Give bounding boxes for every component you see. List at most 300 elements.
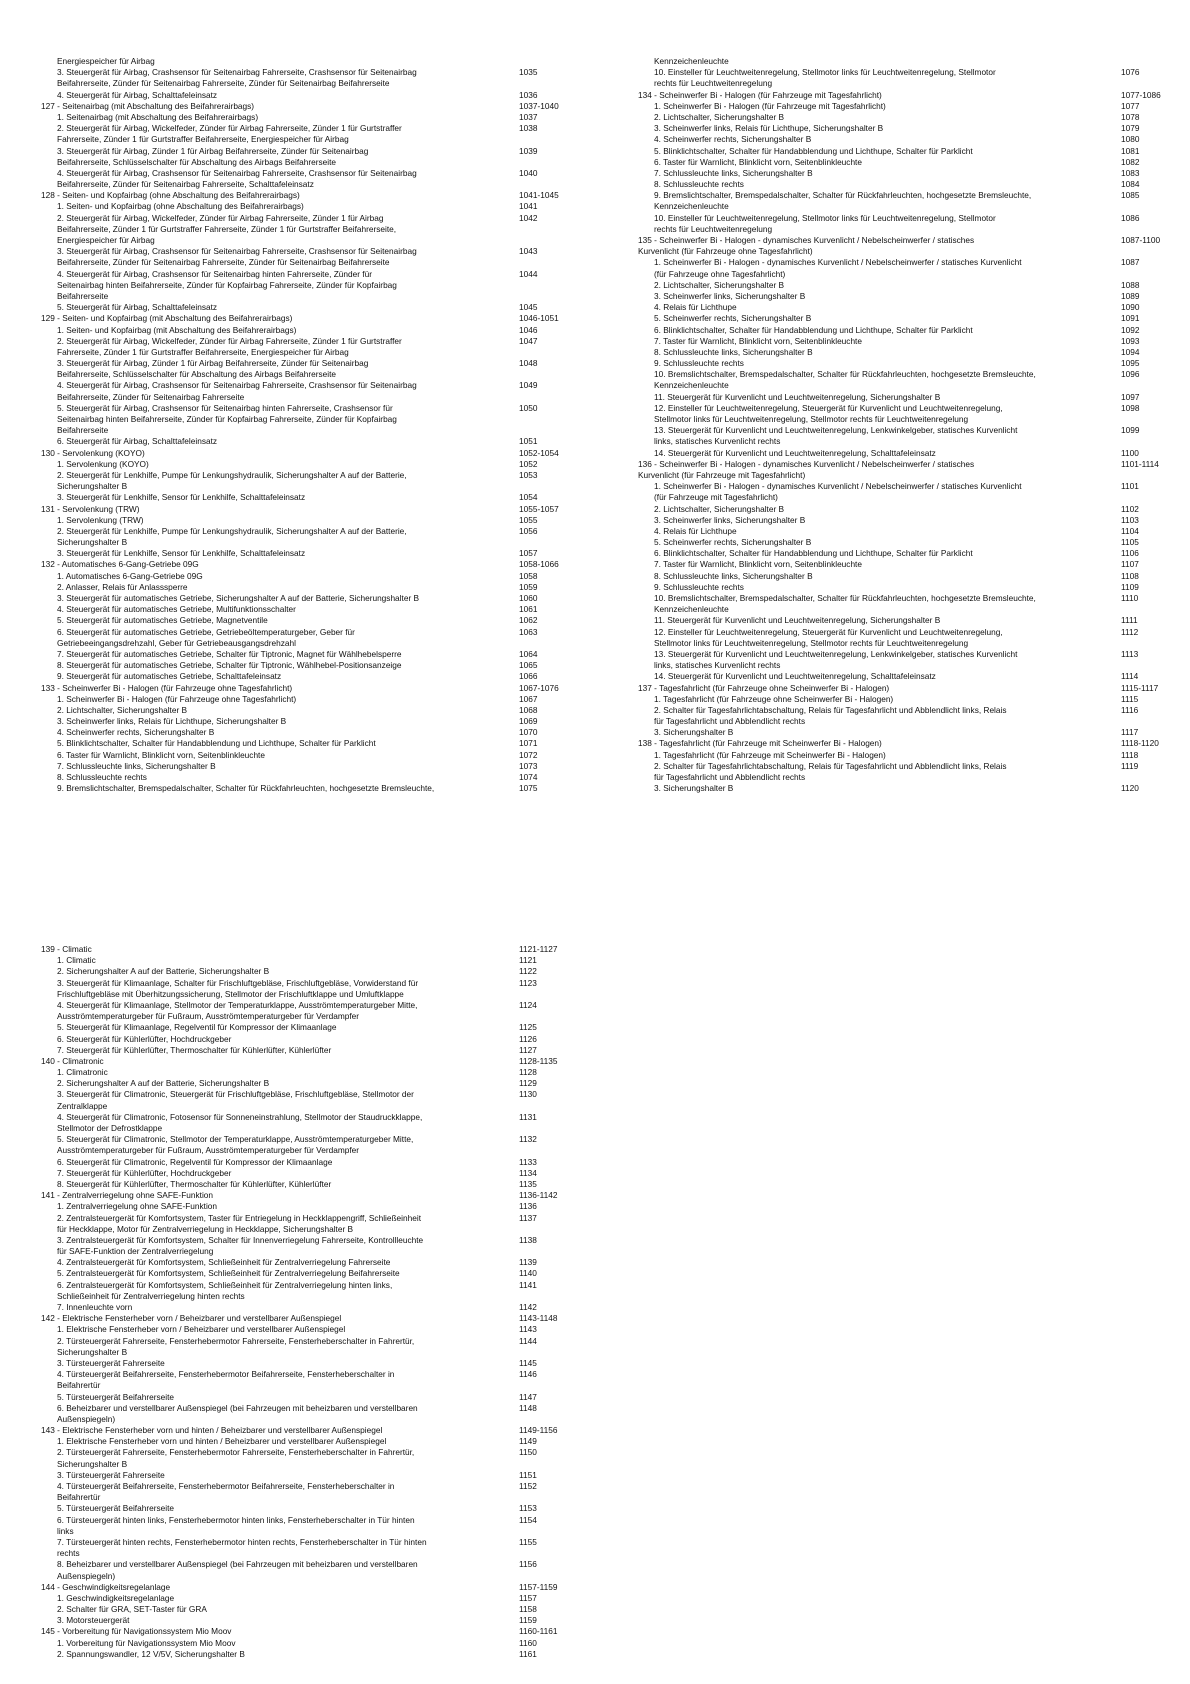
toc-page-number: 1091 bbox=[1121, 313, 1140, 324]
toc-entry-row bbox=[638, 694, 1178, 705]
toc-entry-text: Energiespeicher für Airbag bbox=[57, 56, 155, 66]
toc-entry-row bbox=[41, 1045, 581, 1056]
toc-page-number: 1117 bbox=[1121, 727, 1139, 738]
toc-page-number: 1110 bbox=[1121, 593, 1139, 603]
toc-entry-text: 6. Beheizbarer und verstellbarer Außenspiegel (bei Fahrzeugen mit beheizbaren und verstellbaren bbox=[57, 1402, 418, 1413]
toc-page-number: 1142 bbox=[519, 1302, 537, 1312]
toc-entry-text: Energiespeicher für Airbag bbox=[57, 235, 155, 245]
toc-entry-row bbox=[41, 761, 581, 772]
toc-entry-text: 5. Blinklichtschalter, Schalter für Handabblendung und Lichthupe, Schalter für Parklicht bbox=[57, 738, 376, 749]
toc-entry-text: 2. Lichtschalter, Sicherungshalter B bbox=[654, 111, 785, 122]
toc-chapter-row bbox=[638, 90, 1178, 101]
toc-chapter-row bbox=[41, 944, 581, 955]
toc-entry-row bbox=[41, 336, 581, 347]
toc-page-number: 1106 bbox=[1121, 548, 1139, 559]
toc-entry-text: 4. Steuergerät für Airbag, Crashsensor für Seitenairbag hinten Fahrerseite, Zünder für bbox=[57, 268, 372, 279]
toc-entry-row bbox=[638, 526, 1178, 537]
toc-entry-row bbox=[41, 1224, 581, 1235]
toc-page-number: 1059 bbox=[519, 581, 538, 592]
toc-entry-row bbox=[41, 347, 581, 358]
toc-page-number: 1093 bbox=[1121, 335, 1140, 346]
toc-entry-text: 138 - Tagesfahrlicht (für Fahrzeuge mit Scheinwerfer Bi - Halogen) bbox=[638, 738, 882, 749]
toc-entry-row bbox=[41, 1459, 581, 1470]
toc-page-number: 1125 bbox=[519, 1022, 537, 1033]
toc-page-number: 1060 bbox=[519, 593, 538, 603]
toc-entry-text: 7. Schlussleuchte links, Sicherungshalter B bbox=[654, 167, 813, 178]
toc-entry-row bbox=[41, 1447, 581, 1458]
toc-page-number: 1154 bbox=[519, 1514, 537, 1525]
toc-entry-row bbox=[41, 1515, 581, 1526]
toc-entry-row bbox=[41, 955, 581, 966]
toc-entry-text: 2. Lichtschalter, Sicherungshalter B bbox=[654, 279, 785, 290]
toc-entry-text: 1. Seiten- und Kopfairbag (mit Abschaltung des Beifahrerairbags) bbox=[57, 324, 297, 335]
toc-page-number: 1041 bbox=[519, 201, 538, 212]
toc-entry-text: 1. Zentralverriegelung ohne SAFE-Funktion bbox=[57, 1201, 218, 1212]
toc-entry-text: 1. Climatronic bbox=[57, 1067, 108, 1078]
toc-entry-row bbox=[41, 660, 581, 671]
toc-entry-text: 7. Steuergerät für Kühlerlüfter, Thermoschalter für Kühlerlüfter, Kühlerlüfter bbox=[57, 1044, 332, 1055]
toc-section-top-left bbox=[41, 56, 581, 794]
toc-entry-text: 2. Schalter für GRA, SET-Taster für GRA bbox=[57, 1604, 207, 1615]
toc-entry-text: 1. Scheinwerfer Bi - Halogen (für Fahrzeuge ohne Tagesfahrlicht) bbox=[57, 693, 297, 704]
toc-entry-row bbox=[638, 179, 1178, 190]
toc-page-number: 1155 bbox=[519, 1536, 537, 1547]
toc-entry-row bbox=[638, 783, 1178, 794]
toc-entry-text: 6. Steuergerät für Kühlerlüfter, Hochdruckgeber bbox=[57, 1033, 232, 1044]
toc-page-number: 1055-1057 bbox=[519, 503, 559, 514]
toc-entry-row bbox=[41, 537, 581, 548]
toc-entry-text: Stellmotor links für Leuchtweitenregelung, Stellmotor rechts für Leuchtweitenregelung bbox=[654, 637, 969, 648]
toc-entry-row bbox=[638, 269, 1178, 280]
toc-chapter-row bbox=[41, 504, 581, 515]
toc-entry-row bbox=[41, 1201, 581, 1212]
toc-entry-row bbox=[638, 224, 1178, 235]
toc-page-number: 1156 bbox=[519, 1559, 537, 1570]
toc-entry-text: 8. Steuergerät für automatisches Getriebe, Schalter für Tiptronic, Wählhebel-Positionsanzeige bbox=[57, 660, 402, 671]
toc-entry-text: (für Fahrzeuge ohne Tagesfahrlicht) bbox=[654, 268, 786, 279]
toc-page-number: 1121 bbox=[519, 955, 537, 966]
toc-entry-text: 6. Steuergerät für Climatronic, Regelventil für Kompressor der Klimaanlage bbox=[57, 1156, 333, 1167]
toc-entry-row bbox=[41, 1526, 581, 1537]
toc-chapter-row bbox=[41, 559, 581, 570]
toc-entry-text: 10. Einsteller für Leuchtweitenregelung, Stellmotor links für Leuchtweitenregelung, Stellmotor bbox=[654, 67, 996, 78]
toc-entry-text: 1. Servolenkung (KOYO) bbox=[57, 458, 149, 469]
toc-entry-row bbox=[638, 548, 1178, 559]
toc-page-number: 1038 bbox=[519, 123, 538, 134]
toc-entry-row bbox=[41, 1369, 581, 1380]
toc-entry-row bbox=[41, 134, 581, 145]
toc-entry-text: 7. Steuergerät für automatisches Getriebe, Schalter für Tiptronic, Magnet für Wählhebelsperre bbox=[57, 648, 402, 659]
toc-page-number: 1076 bbox=[1121, 67, 1140, 78]
toc-entry-text: 8. Schlussleuchte links, Sicherungshalter B bbox=[654, 346, 813, 357]
toc-entry-row bbox=[638, 313, 1178, 324]
toc-entry-text: 1. Servolenkung (TRW) bbox=[57, 514, 144, 525]
toc-entry-row bbox=[638, 403, 1178, 414]
toc-entry-text: 141 - Zentralverriegelung ohne SAFE-Funktion bbox=[41, 1190, 214, 1201]
toc-chapter-row bbox=[638, 738, 1178, 749]
toc-entry-row bbox=[41, 1022, 581, 1033]
toc-entry-text: 3. Steuergerät für automatisches Getriebe, Sicherungshalter A auf der Batterie, Sicherungshalter B bbox=[57, 593, 420, 603]
toc-chapter-row bbox=[638, 459, 1178, 470]
toc-page-number: 1046 bbox=[519, 324, 538, 335]
toc-entry-text: 4. Steuergerät für automatisches Getriebe, Multifunktionsschalter bbox=[57, 604, 296, 615]
toc-entry-text: für Heckklappe, Motor für Zentralverriegelung in Heckklappe, Sicherungshalter B bbox=[57, 1223, 354, 1234]
toc-page-number: 1044 bbox=[519, 268, 538, 279]
toc-page-number: 1124 bbox=[519, 999, 537, 1010]
toc-entry-text: 1. Climatic bbox=[57, 955, 96, 966]
toc-entry-row bbox=[41, 649, 581, 660]
toc-entry-row bbox=[41, 671, 581, 682]
toc-entry-text: 7. Schlussleuchte links, Sicherungshalter B bbox=[57, 760, 216, 771]
toc-entry-text: 12. Einsteller für Leuchtweitenregelung, Steuergerät für Kurvenlicht und Leuchtweitenregelung, bbox=[654, 402, 1003, 413]
toc-entry-row bbox=[41, 168, 581, 179]
toc-page-number: 1127 bbox=[519, 1044, 537, 1055]
toc-page-number: 1101 bbox=[1121, 481, 1139, 492]
toc-entry-row bbox=[41, 1302, 581, 1313]
toc-page-number: 1069 bbox=[519, 716, 538, 727]
toc-entry-row bbox=[41, 1089, 581, 1100]
toc-entry-text: 8. Steuergerät für Kühlerlüfter, Thermoschalter für Kühlerlüfter, Kühlerlüfter bbox=[57, 1178, 332, 1189]
toc-entry-text: Sicherungshalter B bbox=[57, 1346, 128, 1357]
toc-page-number: 1045 bbox=[519, 302, 538, 313]
toc-entry-row bbox=[41, 1257, 581, 1268]
toc-entry-text: für Tagesfahrlicht und Abblendlicht rechts bbox=[654, 716, 806, 727]
toc-page-number: 1139 bbox=[519, 1257, 537, 1268]
toc-entry-row bbox=[638, 448, 1178, 459]
toc-entry-text: 3. Scheinwerfer links, Relais für Lichthupe, Sicherungshalter B bbox=[57, 716, 287, 727]
toc-chapter-row bbox=[41, 1313, 581, 1324]
toc-entry-row bbox=[41, 582, 581, 593]
toc-entry-text: Sicherungshalter B bbox=[57, 1458, 128, 1469]
toc-entry-text: 4. Relais für Lichthupe bbox=[654, 302, 737, 313]
toc-page-number: 1132 bbox=[519, 1134, 537, 1145]
toc-entry-row bbox=[638, 369, 1178, 380]
toc-entry-text: 2. Anlasser, Relais für Anlasssperre bbox=[57, 581, 188, 592]
toc-page-number: 1067-1076 bbox=[519, 682, 559, 693]
toc-page-number: 1114 bbox=[1121, 671, 1139, 682]
toc-entry-row bbox=[41, 1537, 581, 1548]
toc-page-number: 1087-1100 bbox=[1121, 235, 1161, 245]
toc-entry-text: Beifahrerseite, Zünder für Seitenairbag Fahrerseite, Zünder für Seitenairbag Beifahrerseite bbox=[57, 257, 390, 268]
toc-entry-text: 129 - Seiten- und Kopfairbag (mit Abschaltung des Beifahrerairbags) bbox=[41, 313, 293, 324]
toc-entry-text: 137 - Tagesfahrlicht (für Fahrzeuge ohne Scheinwerfer Bi - Halogen) bbox=[638, 682, 890, 693]
toc-entry-text: 4. Scheinwerfer rechts, Sicherungshalter B bbox=[57, 727, 215, 738]
toc-page-number: 1048 bbox=[519, 358, 538, 369]
toc-entry-text: rechts für Leuchtweitenregelung bbox=[654, 223, 773, 234]
toc-entry-text: Fahrerseite, Zünder 1 für Gurtstraffer Beifahrerseite, Energiespeicher für Airbag bbox=[57, 346, 349, 357]
toc-page-number: 1087 bbox=[1121, 257, 1140, 268]
toc-page-number: 1143-1148 bbox=[519, 1313, 558, 1324]
toc-entry-text: 3. Steuergerät für Airbag, Zünder 1 für Airbag Beifahrerseite, Zünder für Seitenairbag bbox=[57, 145, 369, 156]
toc-entry-row bbox=[638, 56, 1178, 67]
toc-entry-text: 2. Zentralsteuergerät für Komfortsystem, Taster für Entriegelung in Heckklappengriff, Schließeinheit bbox=[57, 1212, 422, 1223]
toc-entry-row bbox=[41, 1492, 581, 1503]
toc-page-number: 1150 bbox=[519, 1447, 537, 1458]
toc-entry-row bbox=[41, 1336, 581, 1347]
toc-entry-row bbox=[41, 1078, 581, 1089]
toc-entry-row bbox=[638, 134, 1178, 145]
toc-entry-row bbox=[638, 750, 1178, 761]
toc-entry-row bbox=[638, 190, 1178, 201]
toc-entry-row bbox=[638, 582, 1178, 593]
toc-page-number: 1141 bbox=[519, 1279, 537, 1290]
toc-entry-text: 2. Lichtschalter, Sicherungshalter B bbox=[57, 704, 188, 715]
toc-entry-row bbox=[41, 325, 581, 336]
toc-page-number: 1111 bbox=[1121, 615, 1138, 626]
toc-entry-text: 1. Scheinwerfer Bi - Halogen - dynamisches Kurvenlicht / Nebelscheinwerfer / statisches Kurvenlicht bbox=[654, 481, 1022, 492]
toc-page-number: 1115-1117 bbox=[1121, 682, 1159, 693]
toc-entry-text: Beifahrertür bbox=[57, 1492, 101, 1503]
toc-page-number: 1119 bbox=[1121, 760, 1139, 771]
toc-entry-text: 3. Türsteuergerät Fahrerseite bbox=[57, 1357, 165, 1368]
toc-entry-row bbox=[638, 157, 1178, 168]
toc-page-number: 1130 bbox=[519, 1089, 537, 1100]
toc-page-number: 1041-1045 bbox=[519, 190, 559, 201]
toc-entry-row bbox=[41, 1011, 581, 1022]
toc-entry-text: 6. Steuergerät für automatisches Getriebe, Getriebeöltemperaturgeber, Geber für bbox=[57, 626, 355, 637]
toc-entry-text: 3. Motorsteuergerät bbox=[57, 1615, 130, 1626]
toc-page-number: 1136-1142 bbox=[519, 1190, 558, 1201]
toc-entry-row bbox=[638, 660, 1178, 671]
toc-page-number: 1085 bbox=[1121, 190, 1140, 201]
toc-page-number: 1036 bbox=[519, 89, 538, 100]
toc-entry-row bbox=[41, 1436, 581, 1447]
toc-entry-text: 3. Sicherungshalter B bbox=[654, 727, 734, 738]
toc-page-number: 1047 bbox=[519, 335, 538, 346]
toc-entry-text: 145 - Vorbereitung für Navigationssystem Mio Moov bbox=[41, 1626, 232, 1637]
toc-entry-text: 8. Schlussleuchte links, Sicherungshalter B bbox=[654, 570, 813, 581]
toc-entry-row bbox=[41, 1347, 581, 1358]
toc-entry-text: 2. Türsteuergerät Fahrerseite, Fensterhebermotor Fahrerseite, Fensterheberschalter in Fahrertür, bbox=[57, 1335, 415, 1346]
toc-entry-text: 10. Bremslichtschalter, Bremspedalschalter, Schalter für Rückfahrleuchten, hochgesetzte Bremsleuchte, bbox=[654, 369, 1036, 380]
toc-entry-text: 5. Steuergerät für Klimaanlage, Regelventil für Kompressor der Klimaanlage bbox=[57, 1022, 337, 1033]
toc-entry-row bbox=[41, 750, 581, 761]
toc-entry-text: 4. Steuergerät für Airbag, Crashsensor für Seitenairbag Fahrerseite, Crashsensor für Seitenairbag bbox=[57, 380, 417, 391]
toc-entry-text: 5. Steuergerät für Airbag, Crashsensor für Seitenairbag hinten Fahrerseite, Crashsensor für bbox=[57, 402, 393, 413]
toc-entry-text: 6. Taster für Warnlicht, Blinklicht vorn, Seitenblinkleuchte bbox=[57, 749, 265, 760]
toc-page-number: 1145 bbox=[519, 1357, 537, 1368]
toc-page-number: 1095 bbox=[1121, 358, 1140, 369]
toc-entry-text: 2. Steuergerät für Lenkhilfe, Pumpe für Lenkungshydraulik, Sicherungshalter A auf der Batterie, bbox=[57, 469, 407, 480]
toc-entry-text: 5. Zentralsteuergerät für Komfortsystem, Schließeinheit für Zentralverriegelung Beifahrerseite bbox=[57, 1268, 400, 1279]
toc-page-number: 1128 bbox=[519, 1067, 537, 1078]
toc-entry-row bbox=[41, 56, 581, 67]
toc-entry-row bbox=[638, 481, 1178, 492]
toc-entry-text: 9. Bremslichtschalter, Bremspedalschalter, Schalter für Rückfahrleuchten, hochgesetzte Bremsleuchte, bbox=[57, 783, 435, 794]
toc-entry-text: 5. Blinklichtschalter, Schalter für Handabblendung und Lichthupe, Schalter für Parklicht bbox=[654, 145, 973, 156]
toc-entry-text: Außenspiegeln) bbox=[57, 1570, 116, 1581]
toc-page-number: 1082 bbox=[1121, 156, 1140, 167]
toc-page-number: 1099 bbox=[1121, 425, 1140, 436]
toc-entry-row bbox=[41, 224, 581, 235]
toc-page-number: 1153 bbox=[519, 1503, 537, 1514]
toc-page-number: 1144 bbox=[519, 1335, 537, 1346]
toc-page-number: 1077 bbox=[1121, 100, 1140, 111]
toc-entry-row bbox=[638, 649, 1178, 660]
toc-entry-row bbox=[638, 671, 1178, 682]
toc-entry-text: 133 - Scheinwerfer Bi - Halogen (für Fahrzeuge ohne Tagesfahrlicht) bbox=[41, 682, 293, 693]
toc-entry-row bbox=[638, 425, 1178, 436]
toc-page-number: 1143 bbox=[519, 1324, 537, 1335]
toc-entry-text: 1. Tagesfahrlicht (für Fahrzeuge mit Scheinwerfer Bi - Halogen) bbox=[654, 749, 886, 760]
toc-entry-text: 1. Automatisches 6-Gang-Getriebe 09G bbox=[57, 570, 203, 581]
toc-entry-text: Kurvenlicht (für Fahrzeuge ohne Tagesfahrlicht) bbox=[638, 246, 813, 257]
toc-entry-row bbox=[41, 90, 581, 101]
toc-entry-text: 2. Schalter für Tagesfahrlichtabschaltung, Relais für Tagesfahrlicht und Abblendlicht links, Relais bbox=[654, 760, 1007, 771]
toc-entry-row bbox=[41, 1649, 581, 1660]
toc-page-number: 1040 bbox=[519, 167, 538, 178]
toc-entry-row bbox=[638, 716, 1178, 727]
toc-entry-text: 2. Lichtschalter, Sicherungshalter B bbox=[654, 503, 785, 514]
toc-entry-text: 2. Spannungswandler, 12 V/5V, Sicherungshalter B bbox=[57, 1648, 245, 1659]
toc-entry-text: Seitenairbag hinten Beifahrerseite, Zünder für Kopfairbag Fahrerseite, Zünder für Kopfairbag bbox=[57, 279, 397, 290]
toc-entry-text: 1. Scheinwerfer Bi - Halogen - dynamisches Kurvenlicht / Nebelscheinwerfer / statisches Kurvenlicht bbox=[654, 257, 1022, 268]
toc-entry-row bbox=[638, 336, 1178, 347]
toc-page-number: 1083 bbox=[1121, 167, 1140, 178]
toc-entry-row bbox=[41, 280, 581, 291]
toc-entry-row bbox=[41, 1604, 581, 1615]
toc-entry-text: links, statisches Kurvenlicht rechts bbox=[654, 660, 781, 671]
toc-entry-row bbox=[638, 593, 1178, 604]
toc-entry-row bbox=[41, 1123, 581, 1134]
toc-page-number: 1062 bbox=[519, 615, 538, 626]
toc-entry-row bbox=[41, 269, 581, 280]
toc-page-number: 1052-1054 bbox=[519, 447, 559, 458]
toc-entry-row bbox=[41, 1392, 581, 1403]
toc-entry-text: 134 - Scheinwerfer Bi - Halogen (für Fahrzeuge mit Tagesfahrlicht) bbox=[638, 89, 882, 100]
toc-entry-row bbox=[41, 1324, 581, 1335]
toc-entry-row bbox=[638, 213, 1178, 224]
toc-chapter-row bbox=[638, 470, 1178, 481]
toc-entry-row bbox=[638, 638, 1178, 649]
toc-entry-text: 11. Steuergerät für Kurvenlicht und Leuchtweitenregelung, Sicherungshalter B bbox=[654, 615, 941, 626]
toc-page-number: 1056 bbox=[519, 525, 538, 536]
toc-entry-text: 142 - Elektrische Fensterheber vorn / Beheizbarer und verstellbarer Außenspiegel bbox=[41, 1313, 342, 1324]
toc-entry-row bbox=[41, 78, 581, 89]
toc-page-number: 1116 bbox=[1121, 704, 1139, 715]
toc-page-number: 1149 bbox=[519, 1436, 537, 1447]
toc-entry-row bbox=[638, 280, 1178, 291]
toc-page-number: 1072 bbox=[519, 749, 538, 760]
toc-entry-row bbox=[41, 627, 581, 638]
toc-entry-text: 1. Vorbereitung für Navigationssystem Mio Moov bbox=[57, 1637, 236, 1648]
toc-entry-text: 4. Türsteuergerät Beifahrerseite, Fensterhebermotor Beifahrerseite, Fensterheberschalter in bbox=[57, 1481, 395, 1491]
toc-entry-text: 14. Steuergerät für Kurvenlicht und Leuchtweitenregelung, Schalttafeleinsatz bbox=[654, 671, 936, 682]
toc-entry-text: 11. Steuergerät für Kurvenlicht und Leuchtweitenregelung, Sicherungshalter B bbox=[654, 391, 941, 402]
toc-entry-row bbox=[41, 571, 581, 582]
toc-entry-text: 5. Türsteuergerät Beifahrerseite bbox=[57, 1503, 174, 1514]
toc-entry-row bbox=[638, 772, 1178, 783]
toc-entry-row bbox=[41, 1101, 581, 1112]
toc-entry-text: 2. Steuergerät für Airbag, Wickelfeder, Zünder für Airbag Fahrerseite, Zünder 1 für Gurtstraffer bbox=[57, 335, 402, 346]
toc-entry-text: Beifahrerseite, Schlüsselschalter für Abschaltung des Airbags Beifahrerseite bbox=[57, 369, 337, 380]
toc-entry-text: für Tagesfahrlicht und Abblendlicht rechts bbox=[654, 772, 806, 782]
toc-entry-text: 5. Steuergerät für Climatronic, Stellmotor der Temperaturklappe, Ausströmtemperaturgeber Mitte, bbox=[57, 1134, 414, 1145]
toc-section-bottom-left bbox=[41, 944, 581, 1660]
toc-entry-row bbox=[41, 1034, 581, 1045]
toc-entry-text: 10. Einsteller für Leuchtweitenregelung, Stellmotor links für Leuchtweitenregelung, Stellmotor bbox=[654, 212, 996, 223]
toc-entry-text: 7. Innenleuchte vorn bbox=[57, 1302, 133, 1312]
toc-chapter-row bbox=[638, 235, 1178, 246]
toc-page-number: 1084 bbox=[1121, 179, 1140, 190]
toc-entry-text: 4. Scheinwerfer rechts, Sicherungshalter B bbox=[654, 134, 812, 145]
toc-entry-text: 2. Steuergerät für Airbag, Wickelfeder, Zünder für Airbag Fahrerseite, Zünder 1 für Airbag bbox=[57, 212, 384, 223]
toc-page-number: 1097 bbox=[1121, 391, 1140, 402]
toc-entry-text: 6. Türsteuergerät hinten links, Fensterhebermotor hinten links, Fensterheberschalter in Tür hinten bbox=[57, 1514, 415, 1525]
toc-entry-text: 2. Sicherungshalter A auf der Batterie, Sicherungshalter B bbox=[57, 1078, 270, 1089]
toc-entry-text: 3. Scheinwerfer links, Relais für Lichthupe, Sicherungshalter B bbox=[654, 123, 884, 134]
toc-entry-text: Frischluftgebläse mit Überhitzungssicherung, Stellmotor der Frischluftklappe und Umluftklappe bbox=[57, 988, 404, 999]
toc-entry-row bbox=[41, 1067, 581, 1078]
toc-entry-row bbox=[638, 436, 1178, 447]
toc-entry-row bbox=[638, 78, 1178, 89]
toc-entry-text: 5. Türsteuergerät Beifahrerseite bbox=[57, 1391, 174, 1402]
toc-entry-row bbox=[41, 1481, 581, 1492]
toc-page-number: 1103 bbox=[1121, 514, 1139, 525]
toc-entry-text: 1. Geschwindigkeitsregelanlage bbox=[57, 1592, 175, 1603]
toc-entry-text: rechts für Leuchtweitenregelung bbox=[654, 78, 773, 89]
toc-entry-row bbox=[41, 1235, 581, 1246]
toc-entry-row bbox=[41, 1638, 581, 1649]
toc-page-number: 1128-1135 bbox=[519, 1055, 558, 1066]
toc-entry-row bbox=[41, 1548, 581, 1559]
toc-entry-text: 135 - Scheinwerfer Bi - Halogen - dynamisches Kurvenlicht / Nebelscheinwerfer / statisches bbox=[638, 235, 975, 245]
toc-entry-text: Sicherungshalter B bbox=[57, 537, 128, 548]
toc-entry-row bbox=[41, 716, 581, 727]
toc-entry-text: Zentralklappe bbox=[57, 1100, 108, 1111]
toc-entry-text: 4. Steuergerät für Climatronic, Fotosensor für Sonneneinstrahlung, Stellmotor der Staudruckklappe, bbox=[57, 1111, 423, 1122]
toc-entry-text: Beifahrerseite, Zünder für Seitenairbag Fahrerseite bbox=[57, 391, 245, 402]
toc-entry-text: 140 - Climatronic bbox=[41, 1055, 104, 1066]
toc-page-number: 1109 bbox=[1121, 581, 1139, 592]
toc-page-number: 1131 bbox=[519, 1111, 537, 1122]
toc-page-number: 1081 bbox=[1121, 145, 1140, 156]
toc-entry-text: links, statisches Kurvenlicht rechts bbox=[654, 436, 781, 447]
toc-entry-text: Stellmotor links für Leuchtweitenregelung, Stellmotor rechts für Leuchtweitenregelung bbox=[654, 414, 969, 424]
toc-chapter-row bbox=[41, 1626, 581, 1637]
toc-entry-row bbox=[41, 392, 581, 403]
toc-entry-row bbox=[41, 694, 581, 705]
toc-page-number: 1138 bbox=[519, 1234, 537, 1245]
toc-page-number: 1068 bbox=[519, 704, 538, 715]
toc-entry-row bbox=[638, 347, 1178, 358]
toc-entry-text: Kennzeichenleuchte bbox=[654, 380, 729, 391]
toc-entry-text: 4. Relais für Lichthupe bbox=[654, 525, 737, 536]
toc-entry-row bbox=[41, 727, 581, 738]
toc-entry-row bbox=[41, 369, 581, 380]
toc-page-number: 1051 bbox=[519, 436, 538, 447]
toc-entry-text: 8. Beheizbarer und verstellbarer Außenspiegel (bei Fahrzeugen mit beheizbaren und verstellbaren bbox=[57, 1559, 418, 1570]
toc-entry-row bbox=[638, 727, 1178, 738]
toc-entry-row bbox=[638, 604, 1178, 615]
toc-entry-text: Schließeinheit für Zentralverriegelung hinten rechts bbox=[57, 1290, 245, 1301]
toc-page-number: 1140 bbox=[519, 1268, 537, 1279]
toc-entry-text: Stellmotor der Defrostklappe bbox=[57, 1123, 163, 1133]
toc-entry-text: 143 - Elektrische Fensterheber vorn und hinten / Beheizbarer und verstellbarer Außenspiegel bbox=[41, 1425, 383, 1436]
toc-entry-text: 6. Steuergerät für Airbag, Schalttafeleinsatz bbox=[57, 436, 218, 447]
toc-entry-text: 130 - Servolenkung (KOYO) bbox=[41, 447, 145, 458]
toc-entry-row bbox=[41, 302, 581, 313]
toc-page-number: 1152 bbox=[519, 1481, 537, 1491]
toc-entry-row bbox=[41, 235, 581, 246]
toc-entry-row bbox=[638, 257, 1178, 268]
toc-entry-text: 3. Steuergerät für Climatronic, Steuergerät für Frischluftgebläse, Frischluftgebläse, Stellmotor der bbox=[57, 1089, 414, 1100]
toc-entry-text: 5. Scheinwerfer rechts, Sicherungshalter B bbox=[654, 313, 812, 324]
toc-page-number: 1112 bbox=[1121, 626, 1139, 637]
toc-entry-text: 3. Scheinwerfer links, Sicherungshalter B bbox=[654, 514, 806, 525]
toc-entry-text: 3. Steuergerät für Klimaanlage, Schalter für Frischluftgebläse, Frischluftgebläse, Vorwiderstand für bbox=[57, 977, 419, 988]
toc-entry-text: 7. Taster für Warnlicht, Blinklicht vorn, Seitenblinkleuchte bbox=[654, 335, 862, 346]
